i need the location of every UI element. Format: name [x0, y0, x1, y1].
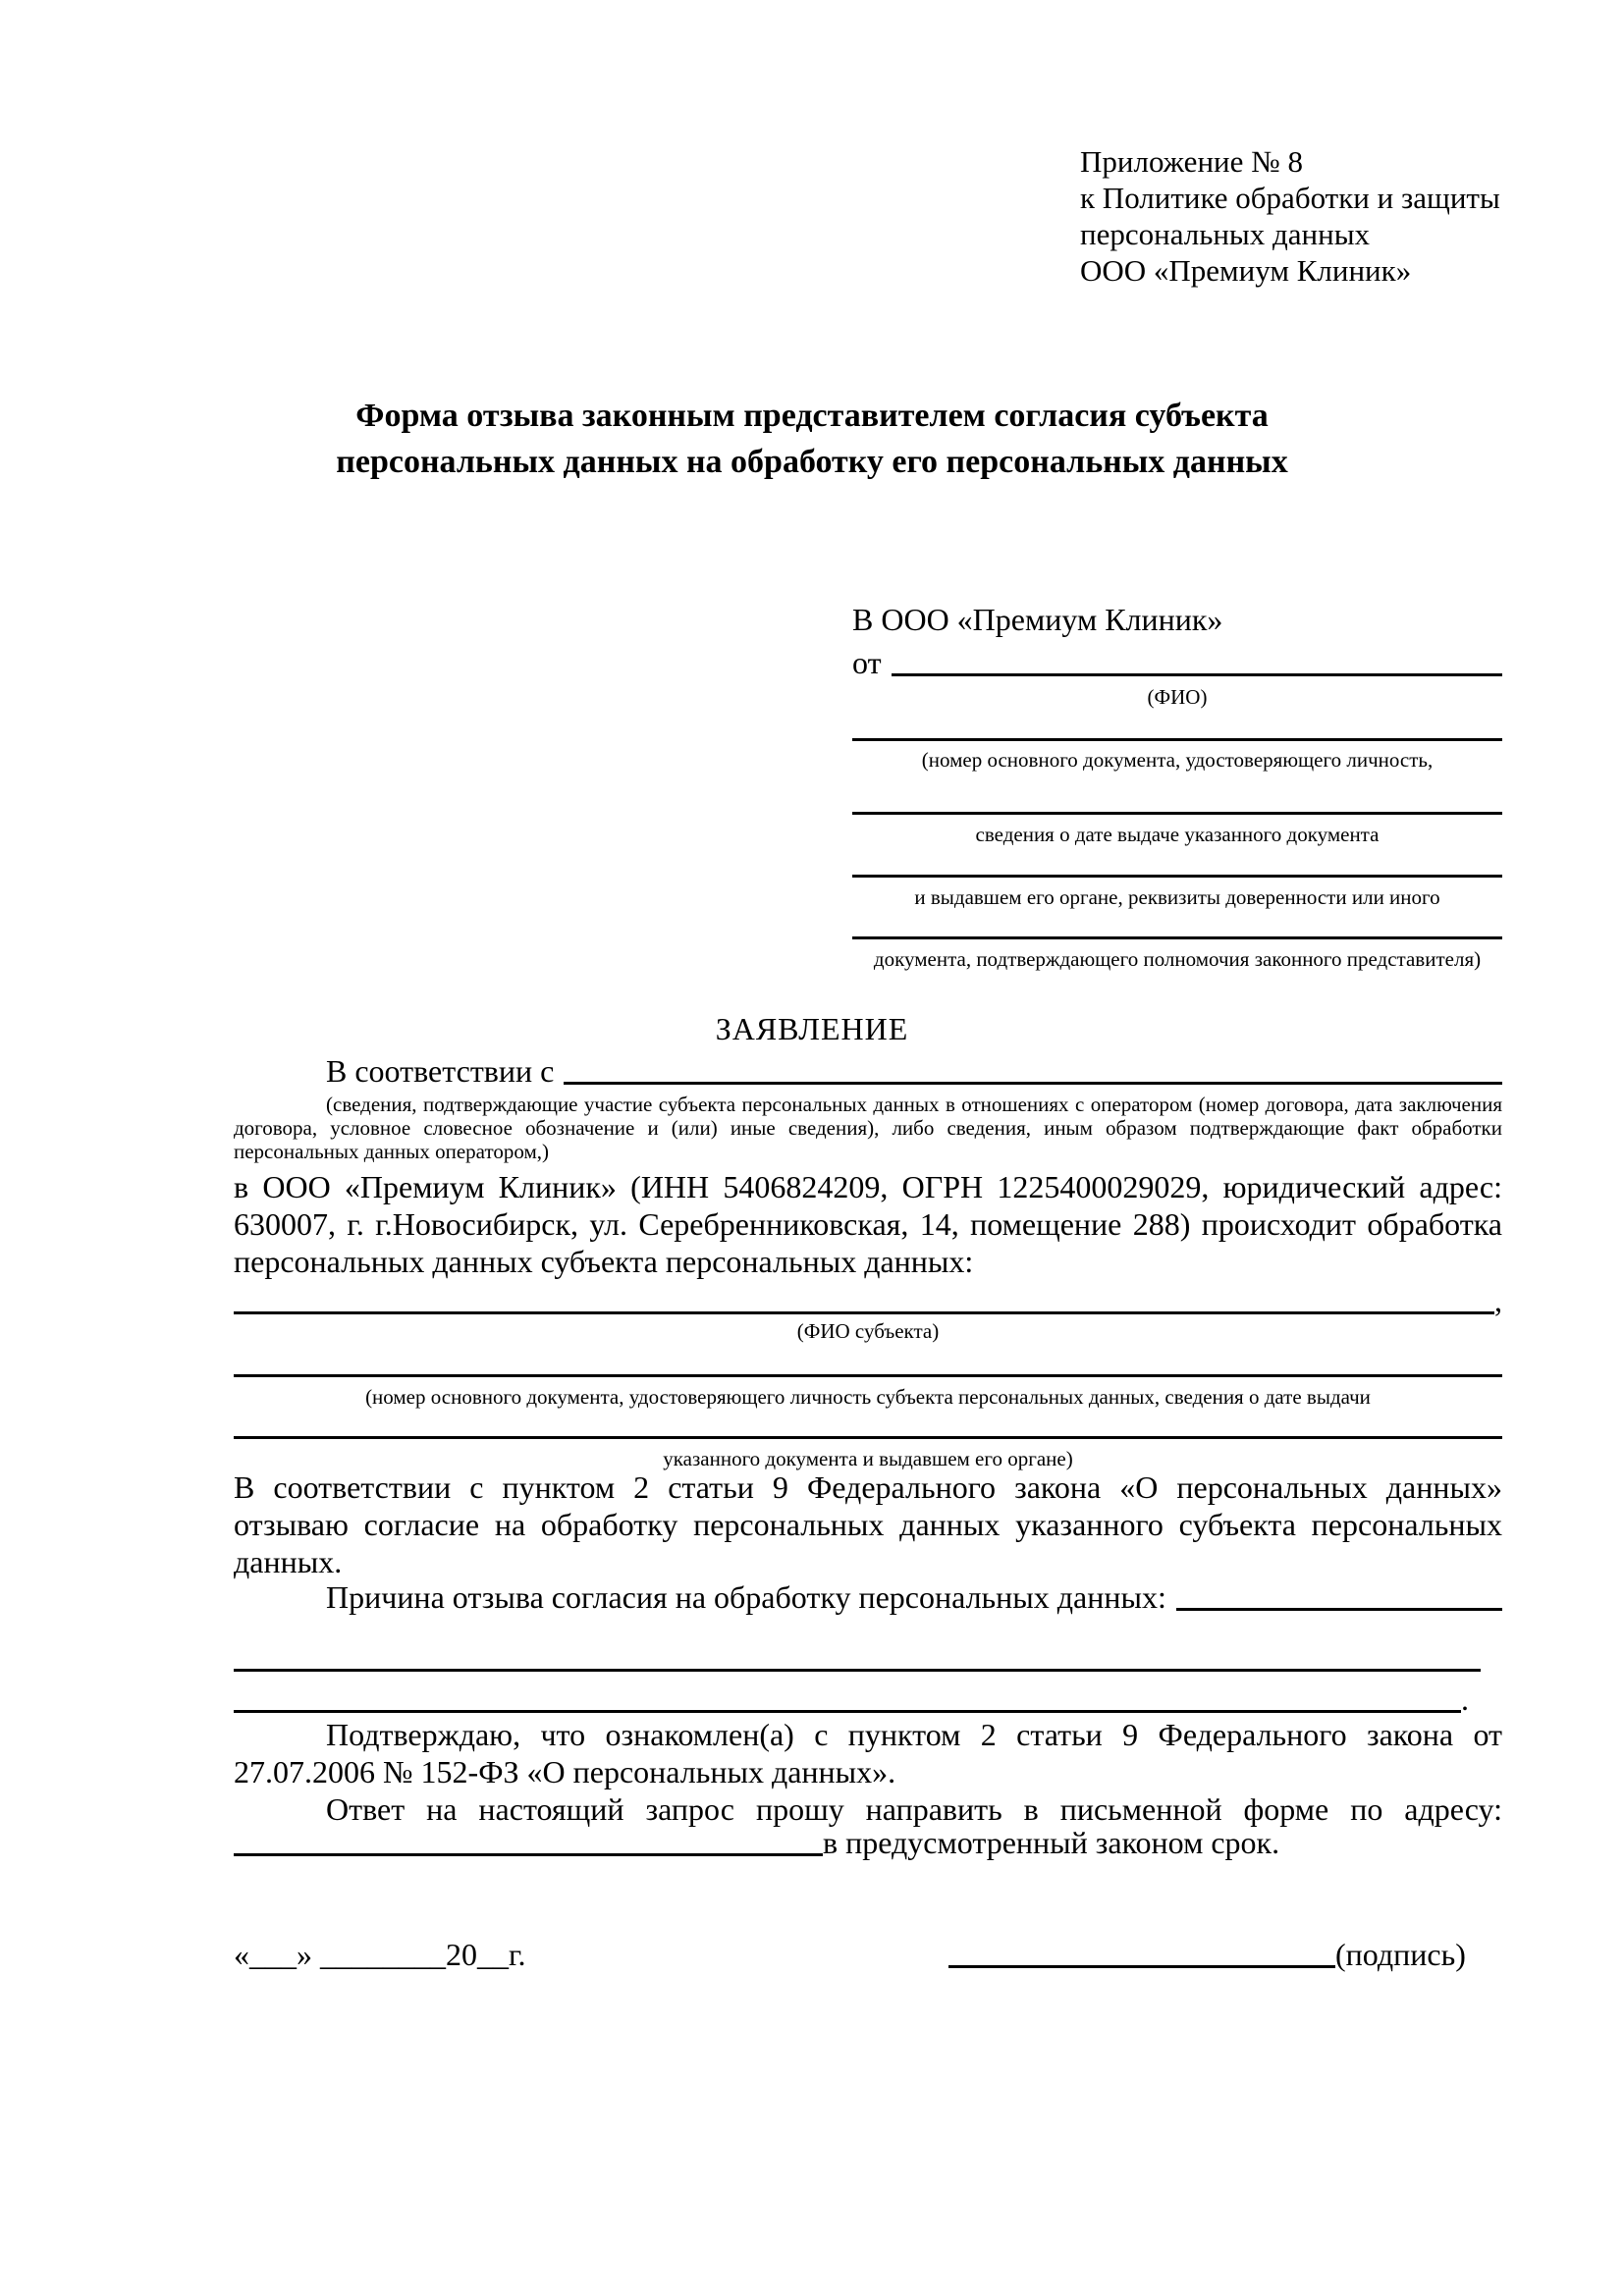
appendix-line: к Политике обработки и защиты: [1080, 181, 1500, 215]
blank-line-signature: [948, 1965, 1335, 1968]
caption-issuing-authority: и выдавшем его органе, реквизиты доверенности или иного: [914, 885, 1440, 909]
form-title-line-1: Форма отзыва законным представителем согласия субъекта: [355, 398, 1269, 434]
blank-line-reason-continued-2: [234, 1710, 1461, 1713]
blank-line-response-address: [234, 1853, 823, 1856]
intro-lead: В соответствии с: [326, 1053, 555, 1089]
withdrawal-paragraph: В соответствии с пунктом 2 статьи 9 Федерального закона «О персональных данных» отзываю согласие на обработку персональных данных указанного субъекта персональных данных.: [234, 1469, 1502, 1579]
blank-line-subject-name: [234, 1311, 1494, 1314]
reason-period: .: [1461, 1682, 1469, 1717]
response-lead: Ответ на настоящий запрос прошу направить в письменной форме по адресу:: [326, 1791, 1502, 1827]
confirmation-paragraph: Подтверждаю, что ознакомлен(а) с пунктом 2 статьи 9 Федерального закона от 27.07.2006 № 152-ФЗ «О персональных данных».: [234, 1717, 1502, 1789]
response-tail: в предусмотренный законом срок.: [823, 1825, 1280, 1860]
blank-line-subject-document-2: [234, 1436, 1502, 1439]
reason-lead: Причина отзыва согласия на обработку персональных данных:: [326, 1579, 1166, 1615]
caption-id-document: (номер основного документа, удостоверяющего личность,: [921, 748, 1434, 772]
response-address-row: [234, 1824, 1502, 1861]
appendix-line: ООО «Премиум Клиник»: [1080, 253, 1412, 288]
operator-paragraph: в ООО «Премиум Клиник» (ИНН 5406824209, ОГРН 1225400029029, юридический адрес: 630007, г. г.Новосибирск, ул. Серебренниковская, 14, помещение 288) происходит обработка персональных данных субъекта персональных данных:: [234, 1169, 1502, 1279]
reason-continued-row: [234, 1681, 1502, 1718]
intro-row: [234, 1052, 1502, 1090]
reason-row: [234, 1578, 1502, 1616]
caption-subject-document-2: указанного документа и выдавшем его органе): [663, 1447, 1073, 1470]
subject-name-row: [234, 1282, 1502, 1319]
appendix-line: персональных данных: [1080, 217, 1371, 251]
caption-signature: (подпись): [1335, 1937, 1466, 1972]
addressee-to: В ООО «Премиум Клиник»: [852, 602, 1223, 637]
form-title-line-2: персональных данных на обработку его персональных данных: [336, 444, 1288, 480]
blank-line-basis: [564, 1082, 1502, 1085]
caption-authority-document: документа, подтверждающего полномочия законного представителя): [873, 947, 1482, 971]
caption-subject-fio: (ФИО субъекта): [796, 1319, 940, 1343]
from-label: от: [852, 645, 882, 680]
blank-line-reason: [1176, 1608, 1502, 1611]
blank-line-representative-name: [892, 673, 1502, 676]
blank-line-authority-document: [852, 936, 1502, 939]
caption-subject-document: (номер основного документа, удостоверяющего личность субъекта персональных данных, сведения о дате выдачи: [365, 1385, 1371, 1409]
blank-line-subject-document: [234, 1374, 1502, 1377]
blank-line-id-document: [852, 738, 1502, 741]
blank-line-issue-date: [852, 812, 1502, 815]
signature-row: [948, 1936, 1466, 1973]
date-line: «___» ________20__г.: [234, 1937, 526, 1972]
blank-line-reason-continued: [234, 1669, 1481, 1672]
form-title: [0, 393, 1624, 485]
appendix-line: Приложение № 8: [1080, 144, 1303, 179]
caption-fio: (ФИО): [1147, 685, 1208, 709]
intro-fine-print: (сведения, подтверждающие участие субъекта персональных данных в отношениях с оператором (номер договора, дата заключения договора, условное словесное обозначение и (или) иные сведения), либо сведения, иным образом подтверждающие факт обработки персональных данных оператором,): [234, 1093, 1502, 1163]
appendix-header: [1080, 143, 1500, 289]
addressee-from-row: [852, 644, 1502, 681]
caption-issue-date: сведения о дате выдаче указанного документа: [975, 823, 1380, 846]
statement-heading: ЗАЯВЛЕНИЕ: [715, 1011, 909, 1046]
subject-name-comma: ,: [1494, 1283, 1502, 1318]
blank-line-issuing-authority: [852, 875, 1502, 878]
